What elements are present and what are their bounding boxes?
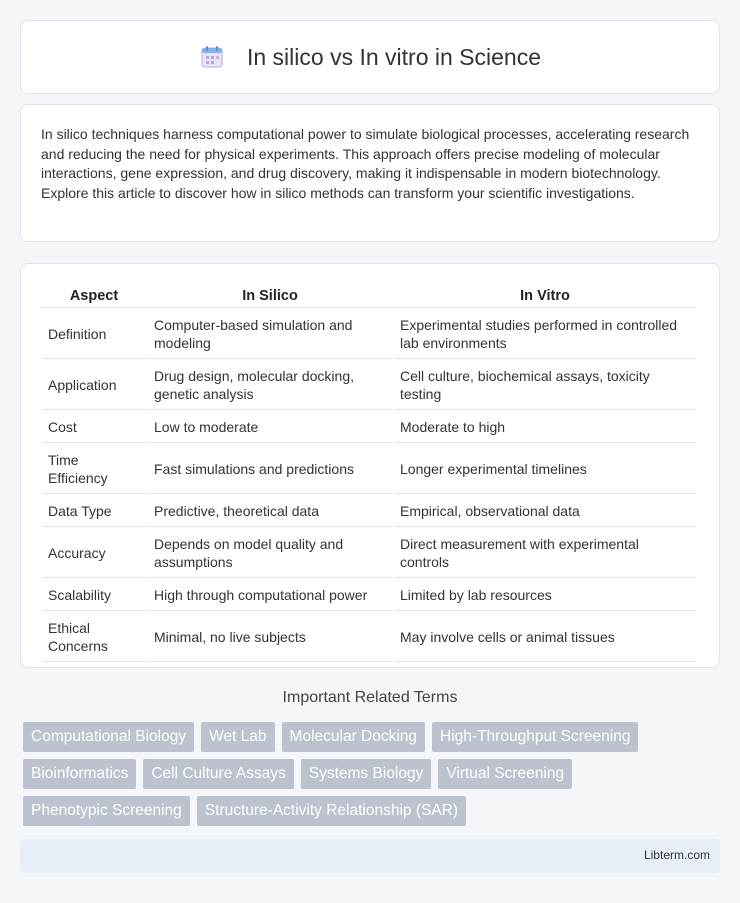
calendar-icon	[199, 44, 225, 70]
tag-systems-biology[interactable]: Systems Biology	[301, 759, 432, 789]
row-in-vitro: Moderate to high	[394, 412, 696, 443]
tag-phenotypic-screening[interactable]: Phenotypic Screening	[23, 796, 190, 826]
tag-bioinformatics[interactable]: Bioinformatics	[23, 759, 136, 789]
row-in-vitro: Cell culture, biochemical assays, toxicity testing	[394, 361, 696, 410]
row-in-silico: Minimal, no live subjects	[148, 613, 392, 662]
footer	[20, 839, 720, 873]
row-in-silico: Depends on model quality and assumptions	[148, 529, 392, 578]
row-in-vitro: Limited by lab resources	[394, 580, 696, 611]
row-aspect: Accuracy	[42, 529, 146, 578]
tag-wet-lab[interactable]: Wet Lab	[201, 722, 274, 752]
table-row	[42, 613, 696, 662]
row-in-silico: High through computational power	[148, 580, 392, 611]
tag-structure-activity-relationship[interactable]: Structure-Activity Relationship (SAR)	[197, 796, 466, 826]
related-terms-list	[23, 722, 713, 826]
row-in-vitro: Experimental studies performed in controlled lab environments	[394, 310, 696, 359]
table-row	[42, 580, 696, 611]
row-aspect: Definition	[42, 310, 146, 359]
row-aspect: Cost	[42, 412, 146, 443]
page-title: In silico vs In vitro in Science	[246, 43, 541, 70]
table-header-row	[42, 282, 696, 308]
row-in-vitro: May involve cells or animal tissues	[394, 613, 696, 662]
tag-molecular-docking[interactable]: Molecular Docking	[282, 722, 426, 752]
table-row	[42, 445, 696, 494]
row-in-silico: Predictive, theoretical data	[148, 496, 392, 527]
row-in-vitro: Direct measurement with experimental controls	[394, 529, 696, 578]
tag-virtual-screening[interactable]: Virtual Screening	[438, 759, 572, 789]
table-row	[42, 496, 696, 527]
row-in-vitro: Longer experimental timelines	[394, 445, 696, 494]
tag-cell-culture-assays[interactable]: Cell Culture Assays	[143, 759, 293, 789]
tag-high-throughput-screening[interactable]: High-Throughput Screening	[432, 722, 638, 752]
header-aspect: Aspect	[42, 282, 146, 308]
table-row	[42, 361, 696, 410]
row-in-silico: Drug design, molecular docking, genetic analysis	[148, 361, 392, 410]
row-aspect: Time Efficiency	[42, 445, 146, 494]
row-aspect: Application	[42, 361, 146, 410]
row-aspect: Data Type	[42, 496, 146, 527]
table-row	[42, 529, 696, 578]
intro-text: In silico techniques harness computational power to simulate biological processes, accelerating research and reducing the need for physical experiments. This approach offers precise modeling of molecular interactions, gene expression, and drug discovery, making it indispensable in modern biotechnology. Explore this article to discover how in silico methods can transform your scientific investigations.	[41, 126, 690, 201]
row-aspect: Scalability	[42, 580, 146, 611]
table-row	[42, 412, 696, 443]
header-in-vitro: In Vitro	[394, 282, 696, 308]
row-aspect: Ethical Concerns	[42, 613, 146, 662]
row-in-silico: Low to moderate	[148, 412, 392, 443]
related-terms-title: Important Related Terms	[282, 689, 458, 706]
row-in-silico: Computer-based simulation and modeling	[148, 310, 392, 359]
footer-brand-link[interactable]: Libterm.com	[643, 848, 710, 862]
title-card	[20, 20, 720, 94]
header-in-silico: In Silico	[148, 282, 392, 308]
tag-computational-biology[interactable]: Computational Biology	[23, 722, 194, 752]
intro-card	[20, 104, 720, 242]
row-in-vitro: Empirical, observational data	[394, 496, 696, 527]
comparison-card	[20, 263, 720, 668]
comparison-table	[40, 280, 698, 664]
row-in-silico: Fast simulations and predictions	[148, 445, 392, 494]
table-row	[42, 310, 696, 359]
